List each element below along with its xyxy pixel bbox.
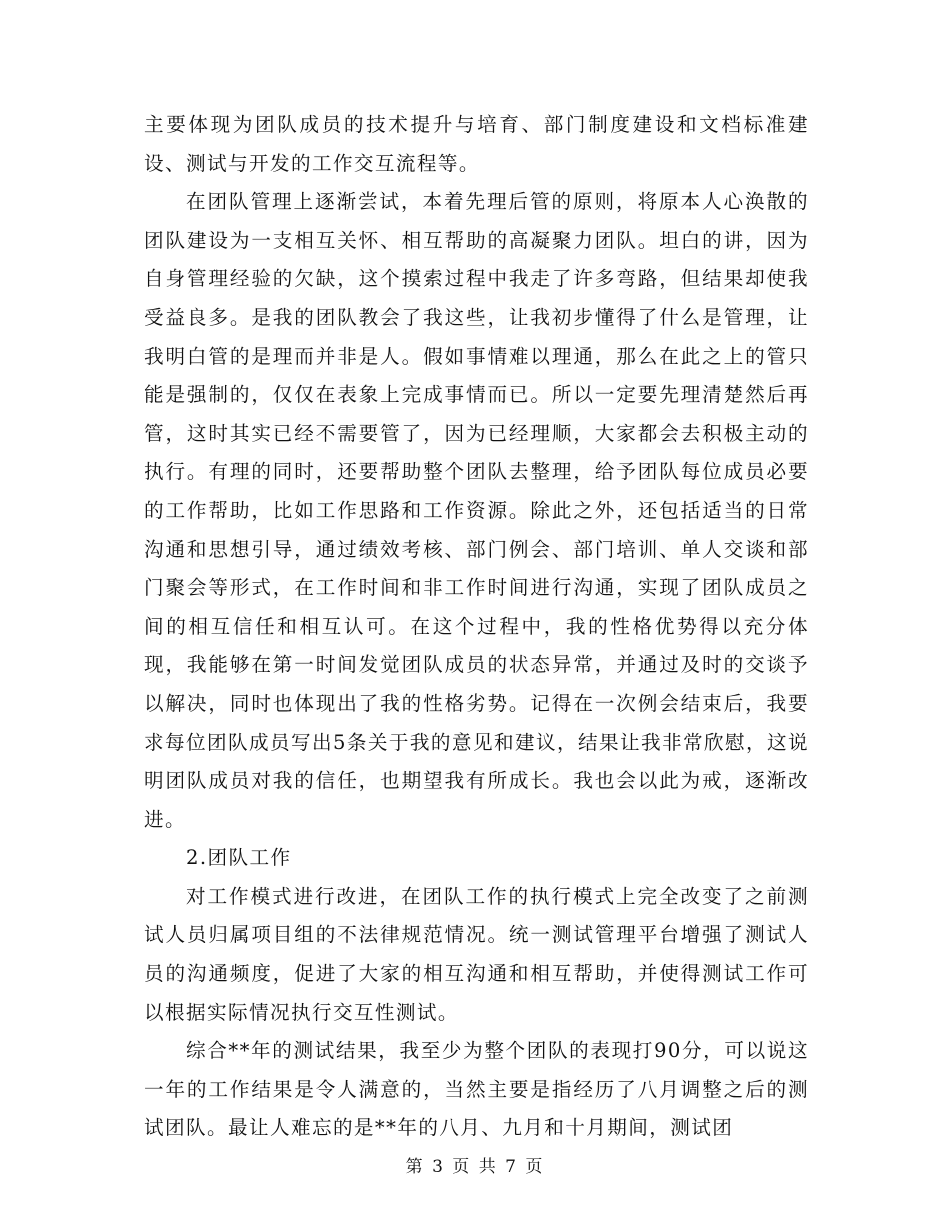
paragraph-1: 主要体现为团队成员的技术提升与培育、部门制度建设和文档标准建设、测试与开发的工作交互流程等。 (144, 113, 809, 175)
page-footer: 第 3 页 共 7 页 (405, 1157, 545, 1177)
paragraph-3: 对工作模式进行改进，在团队工作的执行模式上完全改变了之前测试人员归属项目组的不法律规范情况。统一测试管理平台增强了测试人员的沟通频度，促进了大家的相互沟通和相互帮助，并使得测试工作可以根据实际情况执行交互性测试。 (144, 884, 809, 1024)
section-heading-team-work: 2.团队工作 (186, 846, 292, 870)
body-text (144, 106, 809, 1148)
paragraph-4: 综合**年的测试结果，我至少为整个团队的表现打90分，可以说这一年的工作结果是令人满意的，当然主要是指经历了八月调整之后的测试团队。最让人难忘的是**年的八月、九月和十月期间，测试团 (144, 1039, 809, 1140)
paragraph-2: 在团队管理上逐渐尝试，本着先理后管的原则，将原本人心涣散的团队建设为一支相互关怀、相互帮助的高凝聚力团队。坦白的讲，因为自身管理经验的欠缺，这个摸索过程中我走了许多弯路，但结果却使我受益良多。是我的团队教会了我这些，让我初步懂得了什么是管理，让我明白管的是理而并非是人。假如事情难以理通，那么在此之上的管只能是强制的，仅仅在表象上完成事情而已。所以一定要先理清楚然后再管，这时其实已经不需要管了，因为已经理顺，大家都会去积极主动的执行。有理的同时，还要帮助整个团队去整理，给予团队每位成员必要的工作帮助，比如工作思路和工作资源。除此之外，还包括适当的日常沟通和思想引导，通过绩效考核、部门例会、部门培训、单人交谈和部门聚会等形式，在工作时间和非工作时间进行沟通，实现了团队成员之间的相互信任和相互认可。在这个过程中，我的性格优势得以充分体现，我能够在第一时间发觉团队成员的状态异常，并通过及时的交谈予以解决，同时也体现出了我的性格劣势。记得在一次例会结束后，我要求每位团队成员写出5条关于我的意见和建议，结果让我非常欣慰，这说明团队成员对我的信任，也期望我有所成长。我也会以此为戒，逐渐改进。 (144, 190, 809, 831)
